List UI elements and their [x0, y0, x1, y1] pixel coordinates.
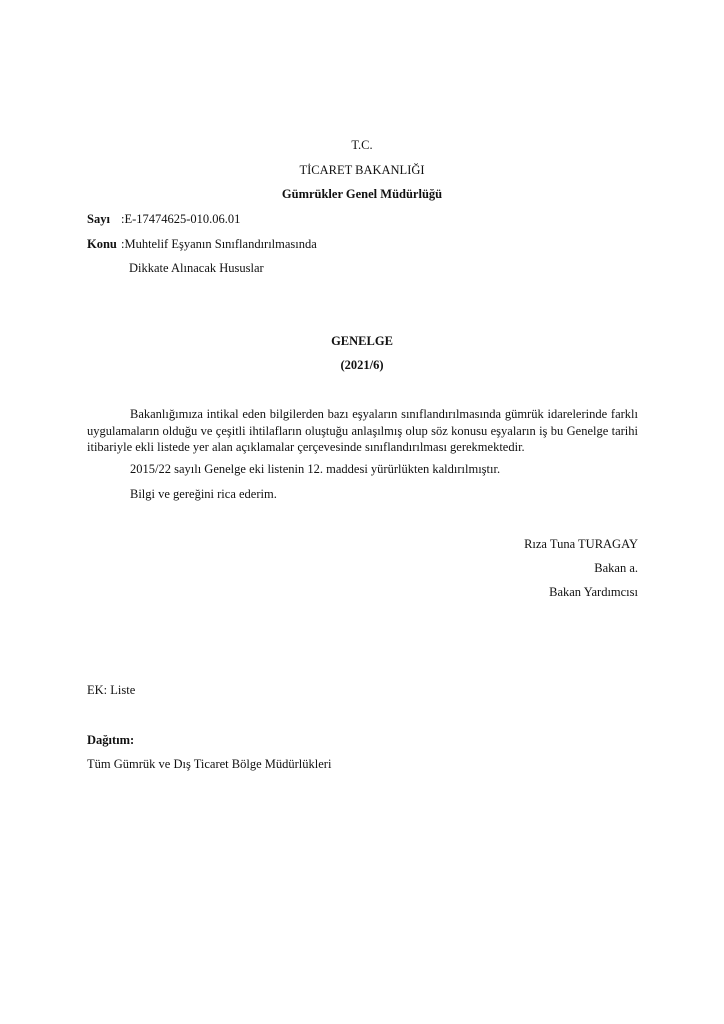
sayi-label: Sayı — [87, 212, 110, 226]
konu-value-line1: :Muhtelif Eşyanın Sınıflandırılmasında — [121, 237, 317, 251]
header-directorate: Gümrükler Genel Müdürlüğü — [281, 187, 443, 201]
signatory-title: Bakan Yardımcısı — [549, 585, 638, 599]
body-paragraph-1: Bakanlığımıza intikal eden bilgilerden bazı eşyaların sınıflandırılmasında gümrük idarelerinde farklı uygulamaların olduğu ve çeşitli ihtilafların oluştuğu anlaşılmış olup söz konusu eşyaların iş bu Genelge tarihi itibariyle ekli listede yer alan açıklamalar çerçevesinde sınıflandırılması gerekmektedir. — [87, 407, 638, 454]
header-country: T.C. — [351, 138, 373, 152]
sayi-value: :E-17474625-010.06.01 — [121, 212, 241, 226]
distribution-recipients: Tüm Gümrük ve Dış Ticaret Bölge Müdürlükleri — [87, 757, 332, 771]
distribution-label: Dağıtım: — [87, 733, 135, 747]
body-paragraph-2: 2015/22 sayılı Genelge eki listenin 12. maddesi yürürlükten kaldırılmıştır. — [130, 462, 501, 476]
konu-label: Konu — [87, 237, 117, 251]
signatory-on-behalf: Bakan a. — [594, 561, 638, 575]
signatory-name: Rıza Tuna TURAGAY — [524, 537, 638, 551]
header-ministry: TİCARET BAKANLIĞI — [299, 163, 425, 177]
konu-value-line2: Dikkate Alınacak Hususlar — [129, 261, 264, 275]
doc-number: (2021/6) — [340, 358, 384, 372]
doc-type-title: GENELGE — [331, 334, 393, 348]
attachment-line: EK: Liste — [87, 683, 136, 697]
body-paragraph-3: Bilgi ve gereğini rica ederim. — [130, 487, 277, 501]
